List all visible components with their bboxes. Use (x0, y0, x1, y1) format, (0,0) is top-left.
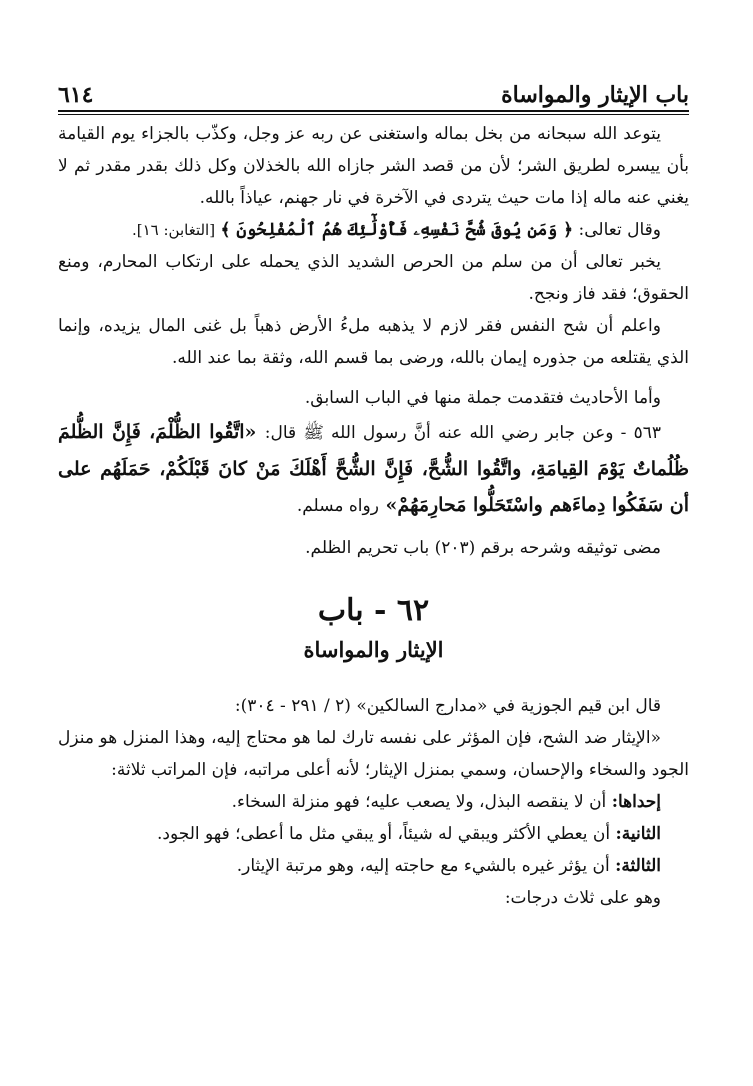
hadith-source: رواه مسلم. (296, 496, 379, 516)
header-divider (58, 110, 689, 115)
item-label: إحداها: (611, 792, 661, 812)
paragraph: مضى توثيقه وشرحه برقم (٢٠٣) باب تحريم الظلم. (305, 538, 661, 558)
hadith (58, 414, 689, 524)
verse-reference: [التغابن: ١٦]. (131, 221, 216, 239)
section-quote: «الإيثار ضد الشح، فإن المؤثر على نفسه تارك لما هو محتاج إليه، وهذا المنزل هو منزل الجود والسخاء والإحسان، وسمي بمنزل الإيثار؛ لأنه أعلى مراتبه، فإن المراتب ثلاثة: (58, 728, 689, 780)
header-title: باب الإيثار والمواساة (501, 82, 689, 108)
paragraph: وهو على ثلاث درجات: (504, 888, 661, 908)
page-body (58, 118, 689, 914)
hadith-text: «اتَّقُوا الظُّلْمَ، فَإِنَّ الظُّلمَ ظُلُماتٌ يَوْمَ القِيامَةِ، واتَّقُوا الشُّحَّ، فَإِنَّ الشُّحَّ أَهْلَكَ مَنْ كانَ قَبْلَكُمْ، حَمَلَهُم على أن سَفَكُوا دِماءَهم واسْتَحَلُّوا مَحارِمَهُمْ» (58, 421, 689, 516)
item-text: أن يعطي الأكثر ويبقي له شيئاً، أو يبقي مثل ما أعطى؛ فهو الجود. (156, 824, 611, 844)
chapter-heading: ٦٢ - باب (317, 593, 430, 628)
paragraph: وأما الأحاديث فتقدمت جملة منها في الباب السابق. (304, 388, 661, 408)
item-text: أن يؤثر غيره بالشيء مع حاجته إليه، وهو مرتبة الإيثار. (236, 856, 610, 876)
item-text: أن لا ينقصه البذل، ولا يصعب عليه؛ فهو منزلة السخاء. (231, 792, 607, 812)
page-number: ٦١٤ (58, 82, 94, 108)
paragraph: يخبر تعالى أن من سلم من الحرص الشديد الذي يحمله على ارتكاب المحارم، ومنع الحقوق؛ فقد فاز ونجح. (58, 252, 689, 304)
quran-verse: ﴿ وَمَن يُوقَ شُحَّ نَفْسِهِۦ فَأُوْلَٰٓئِكَ هُمُ ٱلْمُفْلِحُونَ ﴾ (220, 220, 574, 240)
paragraph: واعلم أن شح النفس فقر لازم لا يذهبه ملءُ الأرض ذهباً بل غنى المال يزيده، وإنما الذي يقتلعه من جذوره إيمان بالله، ورضى بما قسم الله، وثقة بما عند الله. (58, 316, 689, 368)
list-item (58, 786, 689, 818)
section-intro: قال ابن قيم الجوزية في «مدارج السالكين» (٢ / ٢٩١ - ٣٠٤): (234, 696, 661, 716)
quran-citation (58, 214, 689, 246)
chapter-title: الإيثار والمواساة (303, 637, 444, 662)
list-item (58, 818, 689, 850)
item-label: الثانية: (615, 824, 661, 844)
hadith-intro: ٥٦٣ - وعن جابر رضي الله عنه أنَّ رسول الله ﷺ قال: (264, 423, 661, 443)
citation-lead: وقال تعالى: (578, 220, 661, 240)
running-header (58, 68, 689, 108)
item-label: الثالثة: (615, 856, 661, 876)
paragraph: يتوعد الله سبحانه من بخل بماله واستغنى عن ربه عز وجل، وكذّب بالجزاء يوم القيامة بأن ييسره لطريق الشر؛ لأن من قصد الشر جازاه الله بالخذلان وكل ذلك بقدر مقدر ثم لا يغني عنه ماله إذا مات حيث يتردى في الآخرة في نار جهنم، عياذاً بالله. (58, 124, 689, 208)
list-item (58, 850, 689, 882)
